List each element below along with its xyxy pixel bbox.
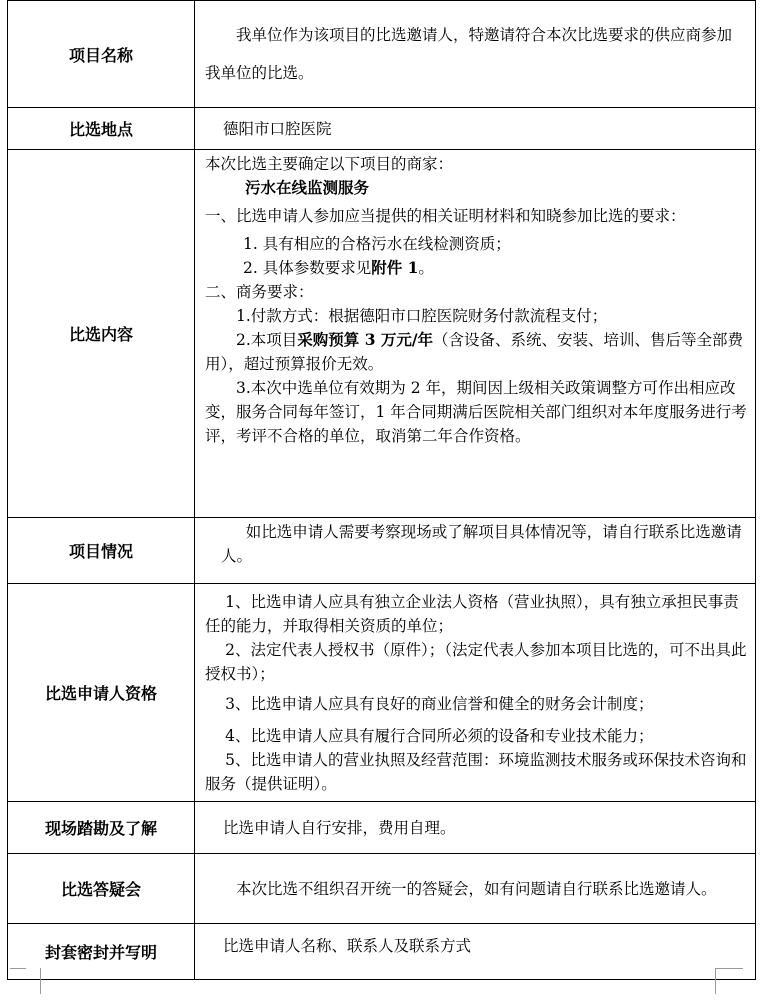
table-row	[8, 1, 756, 108]
table-row	[8, 584, 756, 802]
business-item-1: 1.付款方式：根据德阳市口腔医院财务付款流程支付；	[236, 307, 608, 325]
qa-meeting-text: 本次比选不组织召开统一的答疑会，如有问题请自行联系比选邀请人。	[236, 879, 717, 898]
row-content-qa-meeting	[195, 854, 756, 924]
project-name-text: 我单位作为该项目的比选邀请人，特邀请符合本次比选要求的供应商参加我单位的比选。	[205, 26, 733, 82]
row-label-location: 比选地点	[8, 108, 195, 150]
requirement-item-2-suffix: 。	[418, 259, 434, 277]
business-item-2	[205, 328, 747, 376]
row-content-project-name	[195, 1, 756, 108]
requirements-heading: 一、比选申请人参加应当提供的相关证明材料和知晓参加比选的要求：	[205, 207, 686, 225]
row-content-project-status	[195, 518, 756, 584]
row-label-qa-meeting: 比选答疑会	[8, 854, 195, 924]
crop-mark-bottom-right	[715, 968, 730, 994]
row-label-site-visit: 现场踏勘及了解	[8, 802, 195, 854]
table-row	[8, 150, 756, 518]
business-item-2-suffix: （含设备、系统、安装、培训、售后等全部费用），超过预算报价无效。	[205, 331, 744, 373]
qualification-item-4: 4、比选申请人应具有履行合同所必须的设备和专业技术能力；	[225, 726, 654, 745]
row-content-site-visit	[195, 802, 756, 854]
crop-mark-bottom-right-horizontal	[715, 968, 743, 969]
row-label-project-name: 项目名称	[8, 1, 195, 108]
service-name: 污水在线监测服务	[245, 178, 370, 197]
location-text: 德阳市口腔医院	[223, 119, 332, 138]
requirement-item-2-prefix: 2. 具体参数要求见	[243, 259, 372, 277]
business-item-3: 3.本次中选单位有效期为 2 年，期间因上级相关政策调整方可作出相应改变，服务合同每年签订，1 年合同期满后医院相关部门组织对本年度服务进行考评，考评不合格的单位，取消第二年合作资格。	[205, 379, 747, 445]
envelope-text: 比选申请人名称、联系人及联系方式	[223, 937, 472, 955]
requirement-item-1: 1. 具有相应的合格污水在线检测资质；	[243, 235, 511, 253]
row-label-project-status: 项目情况	[8, 518, 195, 584]
qualification-item-2: 2、法定代表人授权书（原件）；（法定代表人参加本项目比选的，可不出具此授权书）；	[205, 640, 747, 683]
row-content-scope	[195, 150, 756, 518]
scope-intro: 本次比选主要确定以下项目的商家：	[205, 155, 454, 173]
qualification-item-5: 5、比选申请人的营业执照及经营范围：环境监测技术服务或环保技术咨询和服务（提供证明）。	[205, 750, 747, 793]
requirement-item-2	[205, 256, 747, 280]
row-content-envelope	[195, 924, 756, 980]
budget-text: 采购预算 3 万元/年	[297, 330, 434, 349]
row-label-qualifications: 比选申请人资格	[8, 584, 195, 802]
qualification-item-1: 1、比选申请人应具有独立企业法人资格（营业执照），具有独立承担民事责任的能力，并取得相关资质的单位；	[205, 592, 739, 635]
row-content-location	[195, 108, 756, 150]
table-row	[8, 518, 756, 584]
row-content-qualifications	[195, 584, 756, 802]
business-heading: 二、商务要求：	[205, 283, 314, 301]
table-row	[8, 924, 756, 980]
crop-mark-bottom-left-horizontal	[10, 968, 26, 969]
project-status-text: 如比选申请人需要考察现场或了解项目具体情况等，请自行联系比选邀请人。	[221, 523, 742, 565]
procurement-info-table	[7, 0, 756, 980]
row-label-content: 比选内容	[8, 150, 195, 518]
business-item-2-prefix: 2.本项目	[236, 331, 298, 349]
crop-mark-bottom-left	[26, 968, 41, 994]
table-row	[8, 802, 756, 854]
table-row	[8, 854, 756, 924]
row-label-envelope: 封套密封并写明	[8, 924, 195, 980]
table-row	[8, 108, 756, 150]
attachment-link-text: 附件 1	[371, 258, 419, 277]
qualification-item-3: 3、比选申请人应具有良好的商业信誉和健全的财务会计制度；	[225, 694, 654, 713]
site-visit-text: 比选申请人自行安排，费用自理。	[223, 818, 456, 837]
